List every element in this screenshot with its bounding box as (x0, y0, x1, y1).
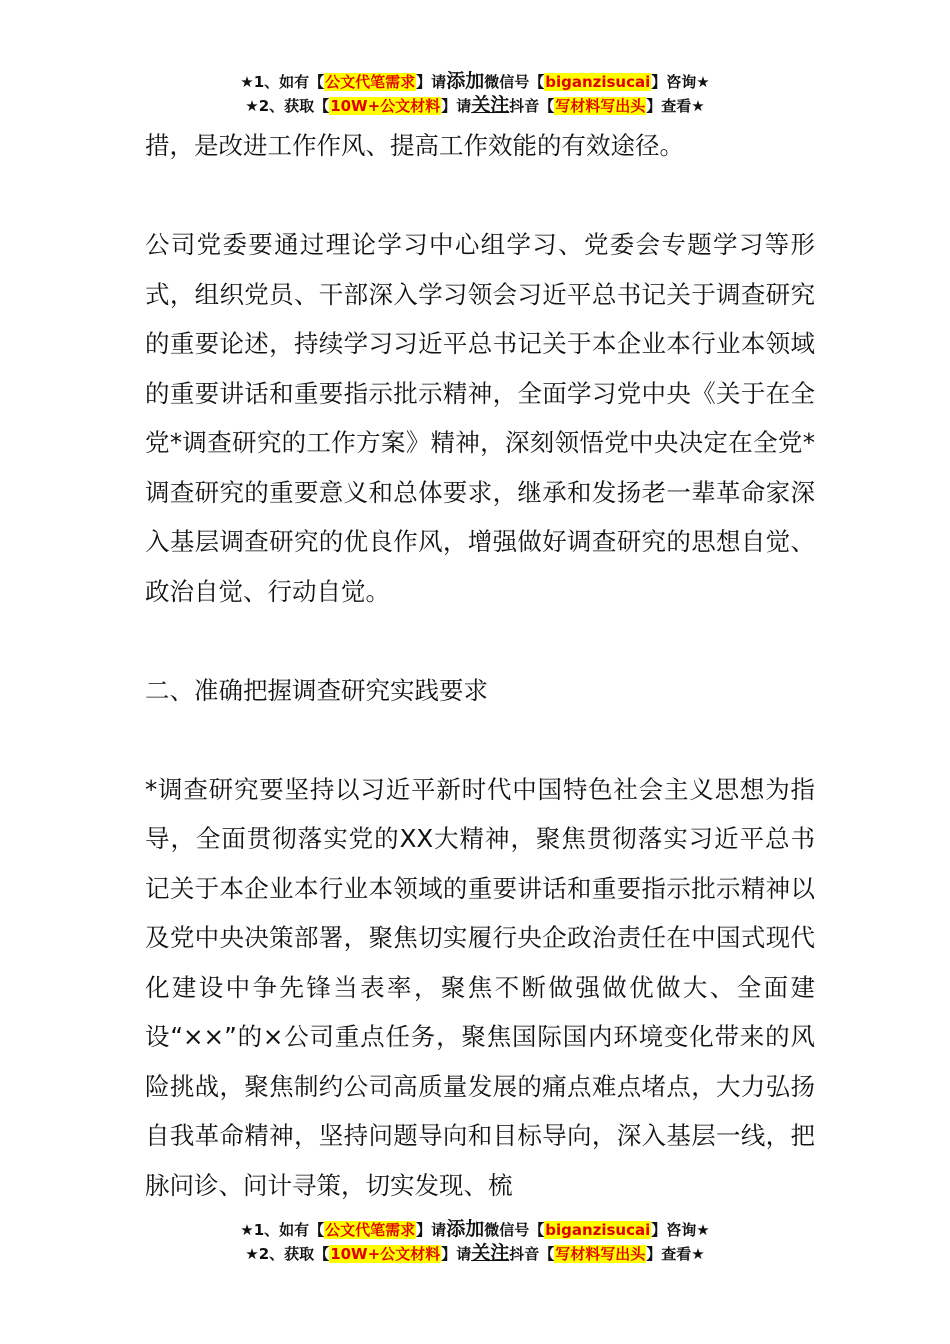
promo-text: ★2、获取【 (245, 97, 330, 115)
promo-line-2 (0, 1242, 950, 1266)
promo-text: 微信号【 (484, 1221, 545, 1239)
promo-highlight-douyin: 写材料写出头 (555, 97, 646, 115)
promo-text: 】请 (416, 1221, 447, 1239)
promo-text: 】请 (441, 97, 472, 115)
promo-text: ★2、获取【 (245, 1245, 330, 1263)
section-heading: 二、准确把握调查研究实践要求 (145, 675, 488, 705)
promo-text: 抖音【 (509, 1245, 555, 1263)
promo-line-1 (0, 1218, 950, 1242)
paragraph-gap (145, 715, 815, 765)
promo-text: 】查看★ (646, 97, 705, 115)
promo-highlight: 公文代笔需求 (325, 73, 416, 91)
paragraph-study: 公司党委要通过理论学习中心组学习、党委会专题学习等形式，组织党员、干部深入学习领会习近平总书记关于调查研究的重要论述，持续学习习近平总书记关于本企业本行业本领域的重要讲话和重要指示批示精神，全面学习党中央《关于在全党*调查研究的工作方案》精神，深刻领悟党中央决定在全党*调查研究的重要意义和总体要求，继承和发扬老一辈革命家深入基层调查研究的优良作风，增强做好调查研究的思想自觉、政治自觉、行动自觉。 (145, 230, 815, 606)
promo-highlight: 10W+公文材料 (330, 1245, 441, 1263)
promo-emphasis: 关注 (471, 1242, 510, 1264)
promo-text: 抖音【 (509, 97, 555, 115)
paragraph-gap (145, 616, 815, 666)
promo-text: 微信号【 (484, 73, 545, 91)
paragraph-continuation: 措，是改进工作作风、提高工作效能的有效途径。 (145, 131, 684, 160)
header-promo-banner (0, 70, 950, 118)
paragraph-gap (145, 171, 815, 221)
promo-emphasis: 关注 (471, 94, 510, 116)
promo-line-1 (0, 70, 950, 94)
promo-emphasis: 添加 (446, 70, 485, 92)
promo-text: 】请 (416, 73, 447, 91)
document-body (145, 121, 815, 1210)
promo-line-2 (0, 94, 950, 118)
paragraph-requirements: *调查研究要坚持以习近平新时代中国特色社会主义思想为指导，全面贯彻落实党的XX大精神，聚焦贯彻落实习近平总书记关于本企业本行业本领域的重要讲话和重要指示批示精神以及党中央决策部署，聚焦切实履行央企政治责任在中国式现代化建设中争先锋当表率，聚焦不断做强做优做大、全面建设“××”的×公司重点任务，聚焦国际国内环境变化带来的风险挑战，聚焦制约公司高质量发展的痛点难点堵点，大力弘扬自我革命精神，坚持问题导向和目标导向，深入基层一线，把脉问诊、问计寻策，切实发现、梳 (145, 774, 815, 1200)
promo-text: 】请 (441, 1245, 472, 1263)
promo-highlight: 10W+公文材料 (330, 97, 441, 115)
promo-highlight-douyin: 写材料写出头 (555, 1245, 646, 1263)
promo-highlight: 公文代笔需求 (325, 1221, 416, 1239)
footer-promo-banner (0, 1218, 950, 1266)
promo-emphasis: 添加 (446, 1218, 485, 1240)
promo-text: 】咨询★ (651, 73, 710, 91)
promo-text: ★1、如有【 (240, 1221, 325, 1239)
promo-highlight-wechat: biganzisucai (545, 1221, 651, 1239)
promo-text: 】查看★ (646, 1245, 705, 1263)
promo-highlight-wechat: biganzisucai (545, 73, 651, 91)
promo-text: ★1、如有【 (240, 73, 325, 91)
promo-text: 】咨询★ (651, 1221, 710, 1239)
